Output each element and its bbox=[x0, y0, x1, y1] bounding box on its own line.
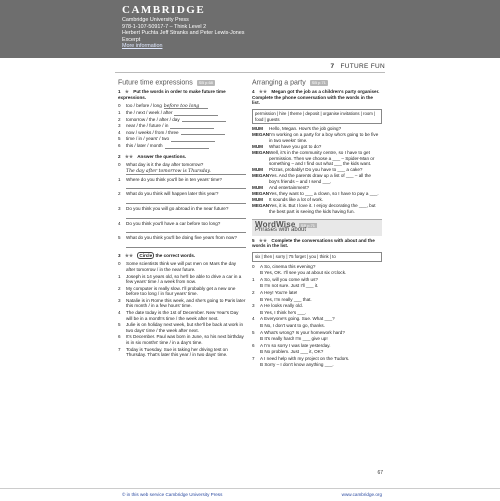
exercise-instruction: Put the words in order to make future time expressions. bbox=[118, 89, 226, 100]
speaker-name: MUM bbox=[252, 185, 263, 191]
item-text bbox=[126, 130, 246, 136]
answer-field[interactable] bbox=[165, 144, 209, 149]
item-number: 4 bbox=[118, 220, 121, 226]
difficulty-stars: ★ bbox=[124, 89, 129, 95]
dialog-text[interactable]: And entertainment? bbox=[269, 185, 310, 191]
exercise-item bbox=[118, 143, 246, 149]
answer-field[interactable]: before too long bbox=[164, 104, 208, 109]
item-text bbox=[126, 110, 246, 116]
item-question: What do you think will happen later this year? bbox=[126, 191, 219, 197]
unit-heading bbox=[330, 63, 385, 70]
right-column bbox=[252, 80, 382, 369]
exercise-number: 2 bbox=[118, 153, 121, 159]
answer-field[interactable] bbox=[170, 124, 214, 129]
word-box: six | then | sorry | 75 forget | you | think | to bbox=[252, 252, 382, 262]
exercise-item bbox=[118, 235, 246, 241]
item-number: 5 bbox=[252, 329, 255, 335]
dialog-text[interactable]: I'm working on a party for a boy who's going to be five in two weeks' time. bbox=[269, 132, 379, 143]
item-number bbox=[252, 297, 260, 303]
item-sentence[interactable]: Some scientists think we will put men on Mars the day after tomorrow / in the near future. bbox=[126, 261, 237, 272]
unit-number: 7 bbox=[330, 63, 335, 70]
exercise-5-dialog bbox=[252, 264, 382, 369]
answer-field[interactable] bbox=[182, 117, 226, 122]
item-sentence[interactable]: The date today is the 1st of December. New Year's Day will be in a month's time / the week after next. bbox=[126, 310, 239, 321]
item-sentence[interactable]: Julie is on holiday next week, but she'll be back at work in two days' time / the week after next. bbox=[126, 322, 244, 333]
dialog-text[interactable]: B No, I don't want to go, thanks. bbox=[260, 322, 325, 328]
dialog-line bbox=[252, 356, 382, 362]
dialog-text[interactable]: Yes, it is. But I love it. I enjoy decorating the ___, but the best part is seeing the kids having fun. bbox=[269, 203, 376, 215]
dialog-line bbox=[252, 150, 382, 167]
exercise-item bbox=[118, 191, 246, 197]
exercise-item bbox=[118, 130, 246, 136]
wordwise-subtitle: Phrases with about bbox=[255, 227, 307, 234]
dialog-text[interactable]: What have you got to do? bbox=[269, 143, 322, 149]
item-number: 0 bbox=[118, 162, 121, 168]
answer-field[interactable] bbox=[126, 242, 246, 248]
unit-title: FUTURE FUN bbox=[340, 63, 385, 70]
item-number: 1 bbox=[118, 176, 121, 182]
speaker-name: MEGAN bbox=[252, 132, 270, 138]
item-text bbox=[126, 136, 246, 142]
exercise-item bbox=[118, 123, 246, 129]
dialog-text[interactable]: A So, cinema this evening? bbox=[260, 263, 316, 269]
dialog-line bbox=[252, 144, 382, 150]
website-link[interactable]: www.cambridge.org bbox=[341, 492, 382, 497]
word-box: permission | hire | theme | deposit | organise invitations | room | food | guests bbox=[252, 109, 382, 124]
dialog-text[interactable]: A Everyone's going. Sue. What ___? bbox=[260, 316, 335, 322]
item-text bbox=[126, 143, 246, 149]
item-number: 0 bbox=[118, 103, 121, 109]
exercise-1-heading bbox=[118, 89, 246, 100]
item-question: What do you think you'll be doing five years from now? bbox=[126, 235, 237, 241]
difficulty-stars: ★★ bbox=[124, 252, 134, 258]
answer-field[interactable] bbox=[126, 227, 246, 233]
exercise-item bbox=[118, 310, 246, 321]
dialog-line bbox=[252, 297, 382, 303]
dialog-text[interactable]: Yes. And the parents draw up a list of ___ – all the boy's friends – and I send ___. bbox=[269, 173, 371, 185]
publisher-brand: CAMBRIDGE bbox=[122, 4, 206, 16]
item-number bbox=[252, 362, 260, 368]
item-number: 4 bbox=[118, 310, 121, 316]
dialog-line bbox=[252, 270, 382, 276]
item-number: 6 bbox=[252, 342, 255, 348]
exercise-5-heading bbox=[252, 238, 382, 249]
item-text bbox=[126, 103, 246, 109]
difficulty-stars: ★★ bbox=[258, 89, 268, 95]
exercise-number: 1 bbox=[118, 89, 121, 95]
answer-field[interactable] bbox=[174, 111, 218, 116]
section-title-text: Future time expressions bbox=[118, 79, 193, 87]
speaker-name: MUM bbox=[252, 167, 263, 173]
workbook-page bbox=[115, 58, 385, 490]
item-sentence[interactable]: It's December. Paul was born in June, so his next birthday is in six months' time / in a day's time. bbox=[126, 334, 244, 346]
item-number: 1 bbox=[118, 273, 121, 279]
item-prompt: now / weeks / from / three bbox=[126, 129, 179, 135]
dialog-line bbox=[252, 343, 382, 349]
exercise-item bbox=[118, 347, 246, 358]
publisher-footer bbox=[0, 488, 500, 501]
difficulty-stars: ★★ bbox=[124, 153, 134, 159]
exercise-2-list bbox=[118, 162, 246, 248]
item-sentence[interactable]: Today is Tuesday. Sue is taking her driving test on Thursday. That's later this year / in two days' time. bbox=[126, 346, 228, 358]
dialog-line bbox=[252, 316, 382, 322]
wordwise-logo: WordWise bbox=[255, 219, 296, 229]
exercise-item bbox=[118, 177, 246, 183]
wordwise-panel bbox=[252, 219, 382, 236]
dialog-line bbox=[252, 362, 382, 368]
left-column bbox=[118, 80, 246, 359]
item-number bbox=[252, 323, 260, 329]
item-question: What day is it the day after tomorrow? bbox=[126, 162, 204, 168]
dialog-line bbox=[252, 185, 382, 191]
item-number: 2 bbox=[118, 116, 121, 122]
exercise-item bbox=[118, 103, 246, 109]
speaker-name: MUM bbox=[252, 143, 263, 149]
dialog-line bbox=[252, 283, 382, 289]
item-number: 6 bbox=[118, 334, 121, 340]
item-question: Where do you think you'll be in ten years' time? bbox=[126, 176, 222, 182]
item-number: 3 bbox=[118, 205, 121, 211]
exercise-4-dialog bbox=[252, 126, 382, 214]
item-number: 2 bbox=[118, 191, 121, 197]
speaker-name: MEGAN bbox=[252, 150, 270, 156]
exercise-item bbox=[118, 206, 246, 212]
item-number: 6 bbox=[118, 142, 121, 148]
difficulty-stars: ★★ bbox=[258, 237, 268, 243]
speaker-name: MUM bbox=[252, 126, 263, 132]
dialog-text[interactable]: A I need help with my project on the Tudors. bbox=[260, 355, 350, 361]
dialog-text[interactable]: A Hey! You're late! bbox=[260, 289, 298, 295]
dialog-text[interactable]: Pizzas, probably! Do you have to ___ a cake? bbox=[269, 167, 363, 173]
dialog-line bbox=[252, 203, 382, 214]
exercise-item bbox=[118, 162, 246, 168]
exercise-number: 4 bbox=[252, 89, 255, 95]
exercise-item bbox=[118, 298, 246, 309]
exercise-number: 5 bbox=[252, 237, 255, 243]
item-question: Do you think you will go abroad in the near future? bbox=[126, 205, 229, 211]
item-prompt: time / in / years' / two bbox=[126, 136, 169, 142]
section-title bbox=[118, 80, 246, 86]
item-number: 0 bbox=[252, 263, 255, 269]
circle-word: Circle bbox=[139, 252, 153, 258]
item-sentence[interactable]: Natalie is in Rome this week, and she's going to Paris later this month / in a few hours' time. bbox=[126, 297, 246, 309]
answer-field[interactable]: The day after tomorrow is Thursday. bbox=[126, 169, 246, 175]
exercise-item bbox=[118, 334, 246, 345]
answer-field[interactable] bbox=[126, 213, 246, 219]
exercise-instruction: Complete the conversations with about and the words in the list. bbox=[252, 237, 375, 249]
more-information-link[interactable]: More information bbox=[122, 43, 163, 50]
dialog-text[interactable]: A So, will you come with us? bbox=[260, 276, 318, 282]
meta-line: 978-1-107-50917-7 – Think Level 2 bbox=[122, 23, 207, 30]
answer-field[interactable] bbox=[126, 198, 246, 204]
item-number: 0 bbox=[118, 261, 121, 267]
exercise-item bbox=[118, 110, 246, 116]
item-prompt: this / later / month bbox=[126, 142, 163, 148]
dialog-text[interactable]: B It's really hard! I'm ___ give up! bbox=[260, 336, 328, 342]
exercise-item bbox=[118, 322, 246, 333]
dialog-line bbox=[252, 167, 382, 173]
item-number: 5 bbox=[118, 322, 121, 328]
item-number: 1 bbox=[252, 276, 255, 282]
publisher-header bbox=[0, 0, 500, 58]
dialog-text[interactable]: It sounds like a lot of work. bbox=[269, 197, 324, 203]
page-reference-badge: SB p.71 bbox=[311, 80, 326, 85]
item-number: 7 bbox=[118, 346, 121, 352]
dialog-text[interactable]: B Yes, I'm really ___ that. bbox=[260, 296, 312, 302]
item-prompt: the / next / week / after bbox=[126, 110, 173, 116]
page-reference-badge: SB p.68 bbox=[198, 80, 213, 85]
dialog-text[interactable]: Yes, they want to ___ a clown, so I have to pay a ___. bbox=[269, 191, 379, 197]
page-number: 67 bbox=[377, 470, 383, 476]
item-sentence[interactable]: My computer is really slow. I'll probably get a new one before too long / in four years' time. bbox=[126, 285, 236, 297]
item-number bbox=[252, 270, 260, 276]
dialog-text[interactable]: B Yes, I think he's ___. bbox=[260, 309, 307, 315]
item-number: 3 bbox=[118, 123, 121, 129]
item-number: 7 bbox=[252, 355, 255, 361]
item-prompt: tomorrow / the / after / day bbox=[126, 116, 180, 122]
dialog-text[interactable]: B I'm not sure. Just I'll ___ it. bbox=[260, 283, 319, 289]
exercise-number: 3 bbox=[118, 252, 121, 258]
dialog-text[interactable]: Hello, Megan. How's the job going? bbox=[269, 126, 342, 132]
exercise-instruction: Answer the questions. bbox=[137, 153, 187, 159]
item-number: 2 bbox=[252, 289, 255, 295]
dialog-line bbox=[252, 173, 382, 184]
item-text bbox=[126, 123, 246, 129]
dialog-line bbox=[252, 303, 382, 309]
meta-line: Excerpt bbox=[122, 36, 141, 43]
exercise-item bbox=[118, 286, 246, 297]
speaker-name: MEGAN bbox=[252, 203, 270, 209]
speaker-name: MEGAN bbox=[252, 173, 270, 179]
dialog-text[interactable]: A What's wrong? Is your homework hard? bbox=[260, 329, 345, 335]
dialog-text[interactable]: A He looks really old. bbox=[260, 303, 303, 309]
dialog-text[interactable]: A I'm so sorry I was late yesterday. bbox=[260, 342, 331, 348]
exercise-item bbox=[118, 117, 246, 123]
exercise-3-heading bbox=[118, 253, 246, 259]
item-number: 3 bbox=[252, 303, 255, 309]
meta-line: Herbert Puchta Jeff Stranks and Peter Lewis-Jones bbox=[122, 30, 245, 37]
meta-line: Cambridge University Press bbox=[122, 17, 189, 23]
item-number bbox=[252, 310, 260, 316]
section-title-text: Arranging a party bbox=[252, 79, 306, 87]
dialog-line bbox=[252, 336, 382, 342]
answer-field[interactable] bbox=[181, 130, 225, 135]
book-metadata bbox=[122, 17, 244, 50]
exercise-4-heading bbox=[252, 89, 382, 106]
page-reference-badge: SB p.71 bbox=[300, 222, 316, 228]
dialog-line bbox=[252, 191, 382, 197]
item-number: 1 bbox=[118, 110, 121, 116]
item-number: 5 bbox=[118, 235, 121, 241]
item-number: 2 bbox=[118, 285, 121, 291]
item-number bbox=[252, 349, 260, 355]
dialog-line bbox=[252, 277, 382, 283]
exercise-item bbox=[118, 136, 246, 142]
dialog-text[interactable]: B Yes, OK. I'll see you at about six o'clock. bbox=[260, 270, 347, 276]
dialog-line bbox=[252, 330, 382, 336]
exercise-item bbox=[118, 274, 246, 285]
dialog-text[interactable]: B No problem. Just ___ it, OK? bbox=[260, 349, 324, 355]
item-number: 3 bbox=[118, 297, 121, 303]
dialog-line bbox=[252, 132, 382, 143]
exercise-3-list bbox=[118, 261, 246, 358]
item-prompt: near / the / future / in bbox=[126, 123, 169, 129]
item-number: 5 bbox=[118, 136, 121, 142]
exercise-instruction: the correct words. bbox=[155, 252, 196, 258]
dialog-line bbox=[252, 290, 382, 296]
item-number: 4 bbox=[252, 316, 255, 322]
dialog-line bbox=[252, 323, 382, 329]
dialog-line bbox=[252, 126, 382, 132]
item-number: 4 bbox=[118, 129, 121, 135]
answer-field[interactable] bbox=[126, 183, 246, 189]
speaker-name: MEGAN bbox=[252, 191, 270, 197]
answer-field[interactable] bbox=[171, 137, 215, 142]
exercise-item bbox=[118, 261, 246, 272]
speaker-name: MUM bbox=[252, 197, 263, 203]
exercise-instruction: Megan got the job as a children's party organiser. Complete the phone conversation with the words in the list. bbox=[252, 89, 380, 106]
exercise-2-heading bbox=[118, 154, 246, 160]
item-sentence[interactable]: Joseph is 14 years old, so he'll be able to drive a car in a few years' time / a week from now. bbox=[126, 273, 242, 285]
divider bbox=[115, 72, 385, 73]
section-title bbox=[252, 80, 382, 86]
exercise-item bbox=[118, 221, 246, 227]
dialog-line bbox=[252, 264, 382, 270]
item-question: Do you think you'll have a car before too long? bbox=[126, 220, 221, 226]
dialog-line bbox=[252, 310, 382, 316]
item-number bbox=[252, 336, 260, 342]
item-number bbox=[252, 283, 260, 289]
dialog-line bbox=[252, 197, 382, 203]
item-prompt: too / before / long bbox=[126, 103, 162, 109]
dialog-text[interactable]: Well, it's in the community centre, so I have to get permission. Then we choose a ___ – Spider-Man or something – and I find out what ___ the kids want. bbox=[269, 150, 375, 167]
copyright-link[interactable]: © in this web service Cambridge University Press bbox=[122, 492, 223, 497]
dialog-line bbox=[252, 349, 382, 355]
exercise-1-list bbox=[118, 103, 246, 148]
dialog-text[interactable]: B Sorry – I don't know anything ___. bbox=[260, 362, 334, 368]
item-text bbox=[126, 117, 246, 123]
